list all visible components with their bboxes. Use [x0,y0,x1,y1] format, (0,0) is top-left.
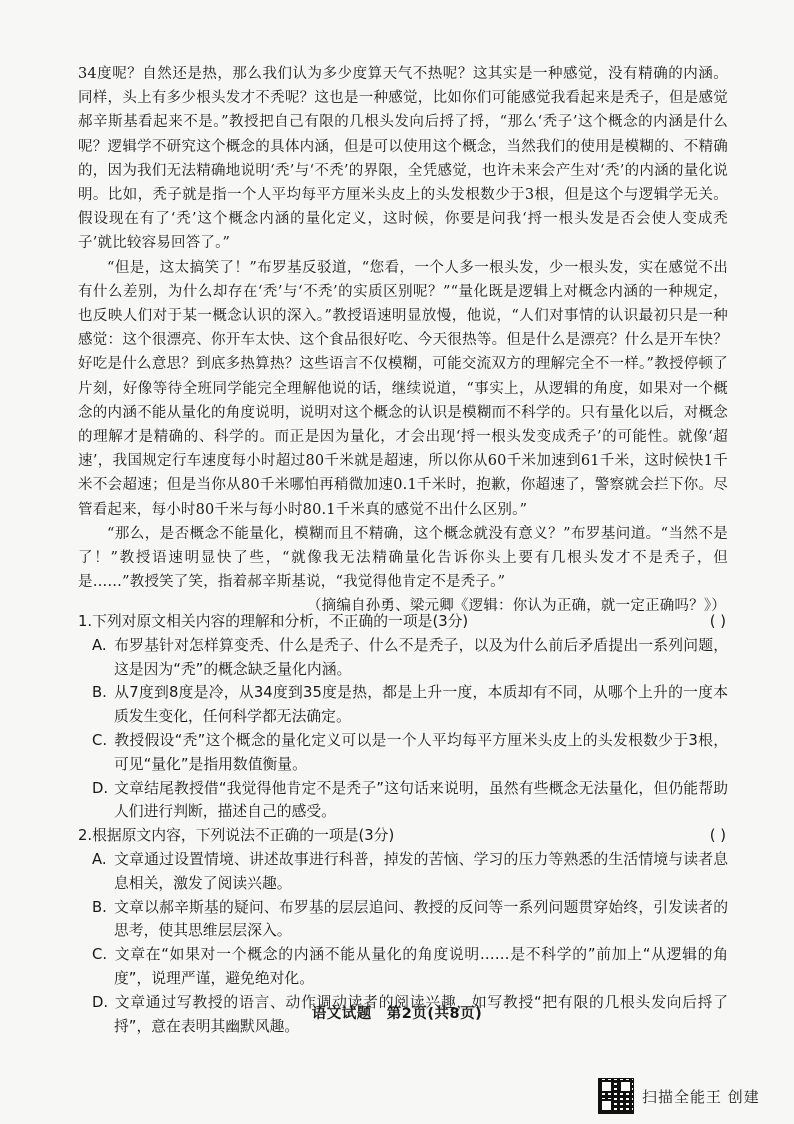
question-2-option-a [78,848,728,896]
question-1 [78,610,728,824]
option-letter: C. [92,731,108,749]
scanner-label: 扫描全能王 创建 [642,1087,760,1106]
question-2-stem: 2.根据原文内容，下列说法不正确的一项是(3分) [78,827,395,845]
passage-paragraph-1: 34度呢？自然还是热，那么我们认为多少度算天气不热呢？这其实是一种感觉，没有精确的内涵。同样，头上有多少根头发才不秃呢？这也是一种感觉，比如你们可能感觉我看起来是秃子，但是感觉郝辛斯基看起来不是。”教授把自己有限的几根头发向后捋了捋，“那么‘秃子’这个概念的内涵是什么呢？逻辑学不研究这个概念的具体内涵，但是可以使用这个概念，当然我们的使用是模糊的、不精确的，因为我们无法精确地说明‘秃’与‘不秃’的界限，全凭感觉，也许未来会产生对‘秃’的内涵的量化说明。比如，秃子就是指一个人平均每平方厘米头皮上的头发根数少于3根，但是这个与逻辑学无关。假设现在有了‘秃’这个概念内涵的量化定义，这时候，你要是问我‘捋一根头发是否会使人变成秃子’就比较容易回答了。” [78,66,728,252]
option-text: 布罗基针对怎样算变秃、什么是秃子、什么不是秃子，以及为什么前后矛盾提出一系列问题，这是因为“秃”的概念缺乏量化内涵。 [114,636,728,678]
passage-paragraph-3: “那么，是否概念不能量化，模糊而且不精确，这个概念就没有意义？”布罗基问道。“当然不是了！”教授语速明显快了些，“就像我无法精确量化告诉你头上要有几根头发才不是秃子，但是……”教授笑了笑，指着郝辛斯基说，“我觉得他肯定不是秃子。” [78,525,728,591]
question-section [78,610,728,1038]
question-1-option-c [78,729,728,777]
question-1-option-d [78,777,728,825]
page-footer: 语文试题 第2页(共8页) [311,1006,483,1022]
option-text: 文章在“如果对一个概念的内涵不能从量化的角度说明……是不科学的”前加上“从逻辑的角度”，说理严谨，避免绝对化。 [114,946,728,987]
option-letter: A. [92,636,107,654]
question-1-stem: 1.下列对原文相关内容的理解和分析，不正确的一项是(3分) [78,613,469,630]
passage-paragraph-2: “但是，这太搞笑了！”布罗基反驳道，“您看，一个人多一根头发，少一根头发，实在感觉不出有什么差别，为什么却存在‘秃’与‘不秃’的实质区别呢？”“量化既是逻辑上对概念内涵的一种规定，也反映人们对于某一概念认识的深入。”教授语速明显放慢，他说，“人们对事情的认识最初只是一种感觉：这个很漂亮、你开车太快、这个食品很好吃、今天很热等。但是什么是漂亮？什么是开车快？好吃是什么意思？到底多热算热？这些语言不仅模糊，可能交流双方的理解完全不一样。”教授停顿了片刻，好像等待全班同学能完全理解他说的话，继续说道，“事实上，从逻辑的角度，如果对一个概念的内涵不能从量化的角度说明，说明对这个概念的认识是模糊而不科学的。只有量化以后，对概念的理解才是精确的、科学的。而正是因为量化，才会出现‘捋一根头发变成秃子’的可能性。就像‘超速’，我国规定行车速度每小时超过80千米就是超速，所以你从60千米加速到61千米，这时候快1千米不会超速；但是当你从80千米哪怕再稍微加速0.1千米时，抱歉，你超速了，警察就会拦下你。尽管看起来，每小时80千米与每小时80.1千米真的感觉不出什么区别。” [78,259,728,518]
option-text: 文章以郝辛斯基的疑问、布罗基的层层追问、教授的反问等一系列问题贯穿始终，引发读者的思考，使其思维层层深入。 [114,898,728,940]
question-1-option-a [78,634,728,682]
option-text: 教授假设“秃”这个概念的量化定义可以是一个人平均每平方厘米头皮上的头发根数少于3根，可见“量化”是指用数值衡量。 [114,731,728,773]
option-text: 文章结尾教授借“我觉得他肯定不是秃子”这句话来说明，虽然有些概念无法量化，但仍能帮助人们进行判断，描述自己的感受。 [114,779,728,821]
question-2-option-b [78,896,728,944]
reading-passage [78,62,728,619]
option-letter: D. [92,779,109,797]
option-text: 文章通过写教授的语言、动作调动读者的阅读兴趣，如写教授“把有限的几根头发向后捋了捋”，意在表明其幽默风趣。 [114,993,728,1035]
option-letter: C. [92,946,108,964]
option-letter: B. [92,684,107,702]
option-letter: A. [92,850,107,868]
passage-source: （摘编自孙勇、梁元卿《逻辑：你认为正确，就一定正确吗？》） [306,598,726,615]
option-text: 文章通过设置情境、讲述故事进行科普，掉发的苦恼、学习的压力等熟悉的生活情境与读者息息相关，激发了阅读兴趣。 [114,850,728,892]
question-2-answer-blank: ( ) [709,827,726,845]
option-letter: D. [92,993,109,1011]
option-letter: B. [92,898,107,916]
option-text: 从7度到8度是冷，从34度到35度是热，都是上升一度，本质却有不同，从哪个上升的一度本质发生变化，任何科学都无法确定。 [114,684,728,726]
question-1-answer-blank: ( ) [709,613,726,630]
scanner-watermark [598,1078,760,1114]
qr-code-icon [598,1078,634,1114]
question-1-option-b [78,681,728,729]
question-2-option-c [78,943,728,991]
